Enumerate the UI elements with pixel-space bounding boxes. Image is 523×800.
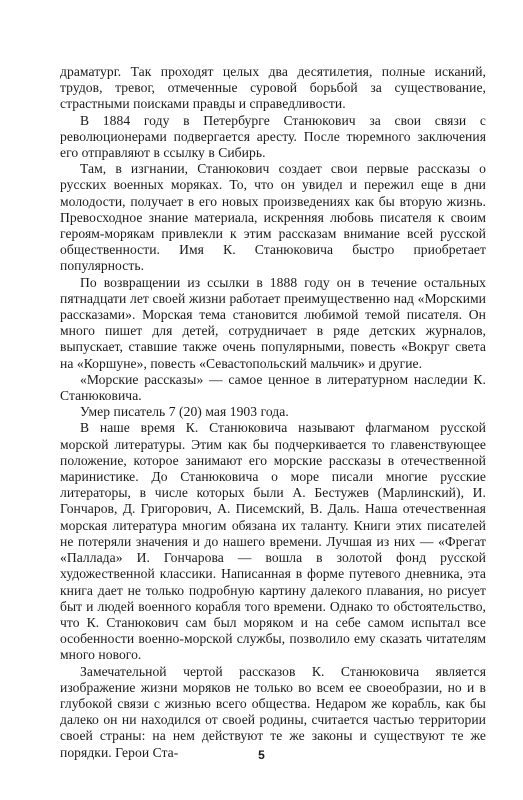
paragraph: По возвращении из ссылки в 1888 году он в течение остальных пятнадцати лет своей жизни работает преимущественно над «Морскими рассказами». Морская тема становится любимой темой писателя. Он много пишет для детей, сотрудничает в ряде детских журналов, выпускает, ставшие также очень популярными, повесть «Вокруг света на «Коршуне», повесть «Севастопольский мальчик» и другие.	[60, 274, 486, 371]
paragraph: Там, в изгнании, Станюкович создает свои первые рассказы о русских военных моряках. То, что он увидел и пережил еще в дни молодости, получает в его новых произведениях как бы вторую жизнь. Превосходное знание материала, искренняя любовь писателя к своим героям-морякам привлекли к этим рассказам внимание всей русской общественности. Имя К. Станюковича быстро приобретает популярность.	[60, 161, 486, 274]
paragraph: В 1884 году в Петербурге Станюкович за свои связи с революционерами подвергается аресту. После тюремного заключения его отправляют в ссылку в Сибирь.	[60, 112, 486, 161]
paragraph: В наше время К. Станюковича называют флагманом русской морской литературы. Этим как бы подчеркивается то главенствующее положение, которое занимают его морские рассказы в отечественной маринистике. До Станюковича о море писали многие русские литераторы, в числе которых были А. Бестужев (Марлинский), И. Гончаров, Д. Григорович, А. Писемский, В. Даль. Наша отечественная морская литература многим обязана их таланту. Книги этих писателей не потеряли значения и до нашего времени. Лучшая из них — «Фрегат «Паллада» И. Гончарова — вошла в золотой фонд русской художественной классики. Написанная в форме путевого дневника, эта книга дает не только подробную картину далекого плавания, но рисует быт и людей военного корабля того времени. Однако то обстоятельство, что К. Станюкович сам был моряком и на себе самом испытал все особенности военно-морской службы, позволило ему сказать читателям много нового.	[60, 420, 486, 663]
page-number: 5	[258, 748, 265, 762]
paragraph: Замечательной чертой рассказов К. Станюковича является изображение жизни моряков не только во всем ее своеобразии, но и в глубокой связи с жизнью всего общества. Недаром же корабль, как бы далеко он ни находился от своей родины, считается частью территории своей страны: на нем действуют те же законы и существуют те же порядки. Герои Ста-	[60, 663, 486, 760]
paragraph: «Морские рассказы» — самое ценное в литературном наследии К. Станюковича.	[60, 371, 486, 404]
text-body	[60, 64, 486, 761]
paragraph: Умер писатель 7 (20) мая 1903 года.	[80, 404, 289, 420]
paragraph: драматург. Так проходят целых два десятилетия, полные исканий, трудов, тревог, отмеченные суровой борьбой за существование, страстными поисками правды и справедливости.	[60, 64, 486, 112]
